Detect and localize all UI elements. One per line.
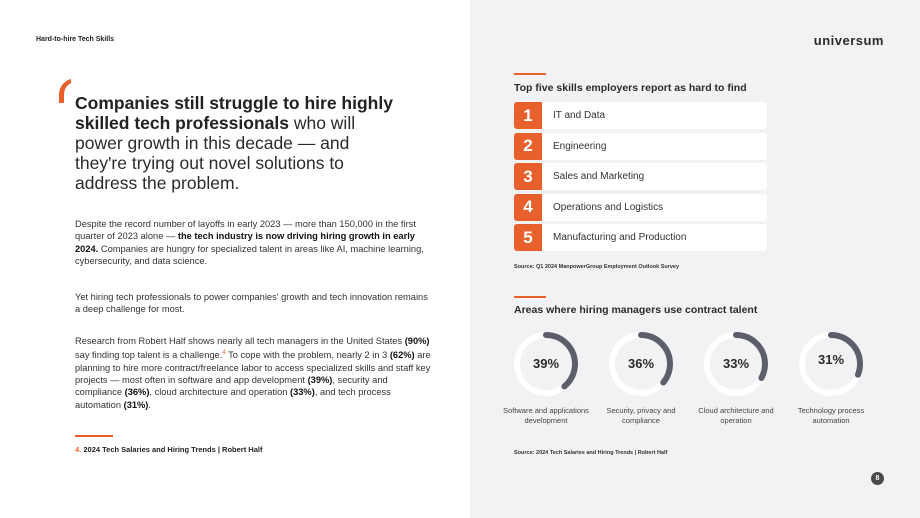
p3-h: , security and compliance <box>75 374 388 398</box>
skill-label: Manufacturing and Production <box>553 232 687 244</box>
contract-title-accent <box>514 296 546 298</box>
p3-d: To cope with the problem, nearly 2 in 3 <box>225 350 390 361</box>
skill-item <box>514 163 767 190</box>
headline-line-4: they're trying out novel solutions to <box>75 153 344 173</box>
skills-title-accent <box>514 73 546 75</box>
paragraph-1 <box>75 218 435 267</box>
skill-rank: 2 <box>514 133 542 160</box>
brand-logo: universum <box>813 33 884 48</box>
paragraph-2: Yet hiring tech professionals to power companies' growth and tech innovation remains a deep challenge for most. <box>75 292 428 315</box>
donut-value: 36% <box>627 356 655 371</box>
skill-rank: 1 <box>514 102 542 129</box>
headline-bold-1: Companies still struggle to hire highly <box>75 93 393 113</box>
donut-value: 33% <box>722 356 750 371</box>
p3-g: (39%) <box>307 374 333 385</box>
p3-n: . <box>148 399 151 410</box>
headline-line-5: address the problem. <box>75 173 240 193</box>
skills-source: Source: Q1 2024 ManpowerGroup Employment Outlook Survey <box>514 264 680 270</box>
donut-caption: Security, privacy and compliance <box>606 406 676 425</box>
headline-bold-2: skilled tech professionals <box>75 113 289 133</box>
p3-a: Research from Robert Half shows nearly all tech managers in the United States <box>75 336 405 346</box>
skill-item <box>514 224 767 251</box>
skill-item <box>514 194 767 221</box>
skill-label: Sales and Marketing <box>553 171 645 183</box>
footnote <box>75 445 262 454</box>
p1-a: Despite the record number of layoffs in early 2023 — more than 150,000 in the first quarter of 2023 alone — <box>75 219 416 242</box>
p3-j: , cloud architecture and operation <box>149 387 290 398</box>
footnote-text: 2024 Tech Salaries and Hiring Trends | Robert Half <box>81 445 263 454</box>
paragraph-3 <box>75 335 435 411</box>
skill-label: Operations and Logistics <box>553 201 664 213</box>
p1-b: the tech industry is now driving hiring growth in early 2024. <box>75 231 415 254</box>
footnote-number: 4. <box>75 445 82 454</box>
donut-caption: Cloud architecture and operation <box>698 406 774 425</box>
skills-title: Top five skills employers report as hard to find <box>514 82 747 94</box>
footnote-ref[interactable]: 4 <box>222 350 226 357</box>
p3-b: (90%) <box>404 336 430 346</box>
right-panel <box>470 0 920 518</box>
skill-label: IT and Data <box>553 110 606 121</box>
contract-source: Source: 2024 Tech Salaries and Hiring Trends | Robert Half <box>514 450 668 456</box>
p3-m: (31%) <box>123 399 149 410</box>
p3-k: (33%) <box>290 387 315 398</box>
headline <box>75 93 435 193</box>
section-label: Hard-to-hire Tech Skills <box>36 36 115 43</box>
headline-rest-2: who will <box>288 113 356 133</box>
skill-rank: 3 <box>514 163 542 190</box>
p3-f: are planning to hire more contract/freelance labor to access specialized skills and staff key projects — most often in software and app development <box>75 350 431 385</box>
headline-line-3: power growth in this decade — and <box>75 133 350 153</box>
donut-value: 31% <box>817 352 845 367</box>
footnote-divider <box>75 435 113 437</box>
donut-caption: Technology process automation <box>797 406 865 425</box>
skill-item <box>514 133 767 160</box>
skill-item <box>514 102 767 129</box>
contract-title: Areas where hiring managers use contract talent <box>514 304 758 316</box>
donut-value: 39% <box>532 356 560 371</box>
p3-c: say finding top talent is a challenge. <box>75 350 223 361</box>
p1-c: Companies are hungry for specialized talent in areas like AI, machine learning, cybersecurity, and data science. <box>75 243 424 266</box>
skill-label: Engineering <box>553 140 607 152</box>
skill-rank: 4 <box>514 194 542 221</box>
donut-caption: Software and applications development <box>503 406 589 425</box>
quote-mark-icon <box>58 78 72 104</box>
p3-l: , and tech process automation <box>75 387 391 410</box>
p3-i: (36%) <box>124 387 150 398</box>
skills-list <box>514 102 767 255</box>
skill-rank: 5 <box>514 224 542 251</box>
p3-e: (62%) <box>389 350 415 361</box>
page-number: 8 <box>871 472 884 485</box>
